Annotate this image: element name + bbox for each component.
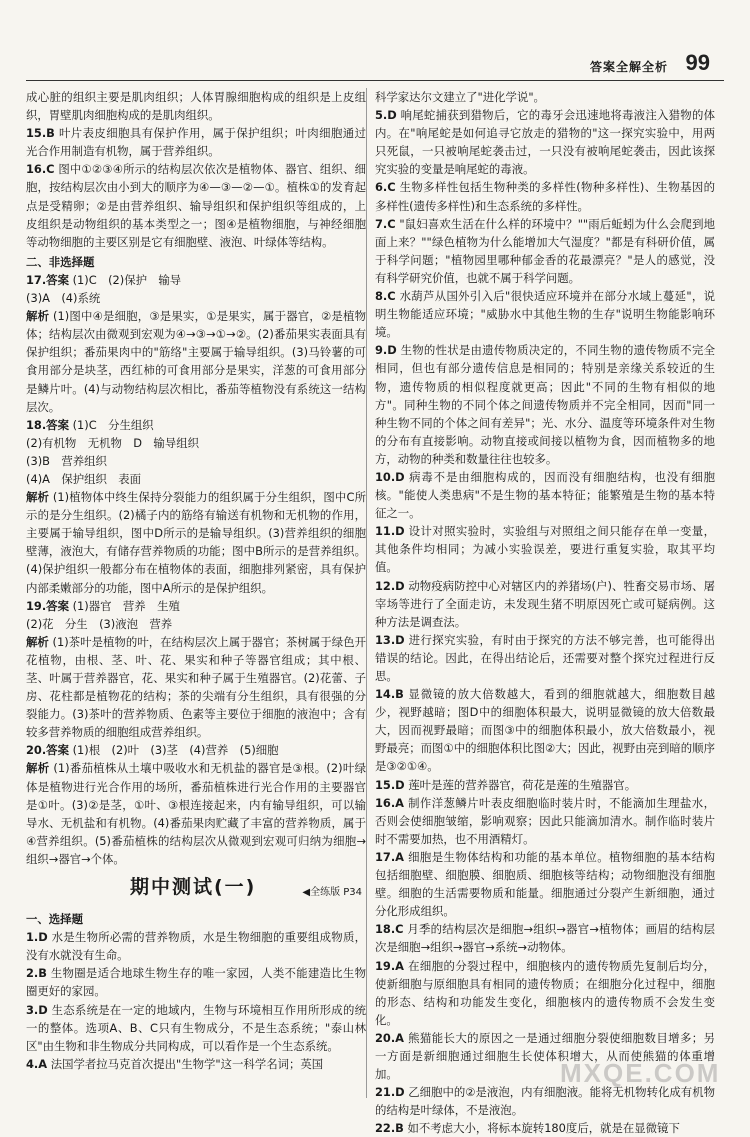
answer-label: 13.D bbox=[375, 632, 405, 647]
answer-label: 9.D bbox=[375, 343, 397, 358]
answer-text: (2)有机物 无机物 D 输导组织 bbox=[26, 435, 199, 450]
answer-item bbox=[26, 928, 366, 964]
section-heading: 一、选择题 bbox=[26, 912, 83, 927]
answer-label: 3.D bbox=[26, 1002, 48, 1017]
answer-text: (1)C (2)保护 输导 bbox=[72, 272, 182, 287]
answer-item bbox=[375, 776, 715, 794]
answer-label: 解析 bbox=[26, 490, 50, 505]
answer-text: 月季的结构层次是细胞→组织→器官→植物体；画眉的结构层次是细胞→组织→器官→系统→动物体。 bbox=[375, 922, 715, 955]
answer-item bbox=[375, 577, 715, 631]
exam-reference: ◀全练版 P34 bbox=[302, 887, 362, 899]
answer-label: 21.D bbox=[375, 1085, 405, 1100]
answer-text: (1)图中④是细胞，③是果实，①是果实，属于器官，②是植物体；结构层次由微观到宏观为④→③→①→②。(2)番茄果实表面具有保护组织；番茄果肉中的"筋络"主要属于输导组织。(3)马铃薯的可食用部分是块茎，西红柿的可食用部分是果实，洋葱的可食用部分是鳞片叶。(4)与动物结构层次相比，番茄等植物没有系统这一结构层次。 bbox=[26, 309, 366, 414]
answer-text: (1)番茄植株从土壤中吸收水和无机盐的器官是③根。(2)叶绿体是植物进行光合作用的场所，番茄植株进行光合作用的主要器官是①叶。(3)②是茎，①叶、③根连接起来，内有输导组织，可以输导水、无机盐和有机物。(4)番茄果肉贮藏了丰富的营养物质，属于④营养组织。(5)番茄植株的结构层次从微观到宏观可归纳为细胞→组织→器官→个体。 bbox=[26, 761, 366, 866]
answer-text: (3)B 营养组织 bbox=[26, 453, 107, 468]
answer-item bbox=[26, 759, 366, 868]
answer-text: 水葫芦从国外引入后"很快适应环境并在部分水域上蔓延"，说明生物能适应环境；"威胁水中其他生物的生存"说明生物能影响环境。 bbox=[375, 289, 715, 340]
answer-item bbox=[26, 741, 366, 759]
answer-label: 18.答案 bbox=[26, 417, 69, 432]
header-rule bbox=[26, 80, 724, 81]
answer-label: 20.答案 bbox=[26, 743, 69, 758]
answer-label: 15.D bbox=[375, 777, 405, 792]
answer-text: (1)根 (2)叶 (3)茎 (4)营养 (5)细胞 bbox=[72, 743, 279, 758]
left-column bbox=[26, 88, 366, 1073]
answer-item bbox=[375, 794, 715, 848]
answer-label: 14.B bbox=[375, 687, 404, 702]
answer-text: 显微镜的放大倍数越大，看到的细胞就越大，细胞数目越少，视野越暗；图D中的细胞体积最大，说明显微镜的放大倍数最大，因而视野最暗；而图③中的细胞体积最小，放大倍数最小，视野最亮；而图①中的细胞体积比图②大；因此，视野由亮到暗的顺序是③②①④。 bbox=[375, 687, 715, 774]
answer-label: 17.答案 bbox=[26, 272, 69, 287]
answer-text: 生态系统是在一定的地域内，生物与环境相互作用所形成的统一的整体。选项A、B、C只有生物成分，不是生态系统；"泰山林区"由生物和非生物成分共同构成，可以看作是一个生态系统。 bbox=[26, 1002, 366, 1053]
answer-text: (4)A 保护组织 表面 bbox=[26, 471, 142, 486]
answer-text: 动物疫病防控中心对辖区内的养猪场(户)、牲畜交易市场、屠宰场等进行了全面走访，未发现生猪不明原因死亡或可疑病例。这种方法是调查法。 bbox=[375, 578, 716, 629]
answer-text: 进行探究实验，有时由于探究的方法不够完善，也可能得出错误的结论。因此，在得出结论后，还需要对整个探究过程进行反思。 bbox=[375, 632, 715, 683]
answer-label: 20.A bbox=[375, 1030, 404, 1045]
answer-label: 7.C bbox=[375, 216, 396, 231]
answer-text: 科学家达尔文建立了"进化学说"。 bbox=[375, 90, 545, 104]
answer-label: 解析 bbox=[26, 309, 50, 324]
page-header bbox=[0, 0, 750, 88]
answer-label: 4.A bbox=[26, 1056, 48, 1071]
answer-label: 19.A bbox=[375, 958, 404, 973]
answer-label: 10.D bbox=[375, 469, 405, 484]
answer-item bbox=[26, 1001, 366, 1055]
answer-label: 解析 bbox=[26, 761, 50, 776]
answer-text: 生物的性状是由遗传物质决定的，不同生物的遗传物质不完全相同，但也有部分遗传信息是相同的；特别是亲缘关系较近的生物，遗传物质的相似程度就更高；因此"不同的生物有相似的地方"。同种生物的不同个体之间遗传物质并不完全相同，因而"同一种生物不同的个体之间有差异"；光、水分、温度等环境条件对生物的分布有直接影响。动物直接或间接以植物为食，因而植物多的地方，动物的种类和数量往往也较多。 bbox=[375, 343, 715, 466]
header-label: 答案全解全析 bbox=[589, 60, 668, 74]
answer-item bbox=[375, 287, 715, 341]
answer-text: 生物圈是适合地球生物生存的唯一家园，人类不能建造比生物圈更好的家园。 bbox=[26, 966, 366, 999]
answer-item bbox=[375, 178, 715, 214]
answer-text: "鼠妇喜欢生活在什么样的环境中？""雨后蚯蚓为什么会爬到地面上来？""绿色植物为什么能增加大气湿度？"都是有科研价值，属于科学问题；"植物园里哪种郁金香的花最漂亮？"是人的感觉，没有科学研究价值，也就不属于科学问题。 bbox=[375, 216, 715, 285]
right-column bbox=[375, 88, 715, 1137]
answer-item bbox=[375, 920, 715, 956]
answer-item bbox=[375, 631, 715, 685]
answer-item bbox=[375, 106, 715, 178]
answer-text: (1)茶叶是植物的叶，在结构层次上属于器官；茶树属于绿色开花植物，由根、茎、叶、花、果实和种子等器官组成；其中根、茎、叶属于营养器官，花、果实和种子属于生殖器官。(2)花蕾、子房、花柱都是植物花的结构；茶的尖端有分生组织，具有很强的分裂能力。(3)茶叶的营养物质、色素等主要位于细胞的液泡中；含有较多营养物质的细胞组成营养组织。 bbox=[26, 634, 366, 740]
answer-text: 成心脏的组织主要是肌肉组织；人体胃腺细胞构成的组织是上皮组织，胃壁肌肉细胞构成的是肌肉组织。 bbox=[26, 90, 366, 123]
answer-text: 在细胞的分裂过程中，细胞核内的遗传物质先复制后均分，使新细胞与原细胞具有相同的遗传物质；在细胞分化过程中，细胞的形态、结构和功能发生变化，细胞核内的遗传物质不会发生变化。 bbox=[375, 958, 715, 1027]
answer-item bbox=[26, 160, 366, 250]
answer-text: 熊猫能长大的原因之一是通过细胞分裂使细胞数目增多；另一方面是新细胞通过细胞生长使体积增大，从而使熊猫的体重增加。 bbox=[375, 1030, 715, 1082]
answer-label: 2.B bbox=[26, 966, 47, 981]
answer-label: 17.A bbox=[375, 849, 404, 864]
answer-text: (1)器官 营养 生殖 bbox=[72, 598, 180, 613]
answer-item bbox=[26, 416, 366, 434]
answer-label: 解析 bbox=[26, 634, 49, 649]
answer-text: 莲叶是莲的营养器官，荷花是莲的生殖器官。 bbox=[408, 777, 637, 792]
answer-text: 叶片表皮细胞具有保护作用，属于保护组织；叶肉细胞通过光合作用制造有机物，属于营养组织。 bbox=[26, 126, 366, 159]
answer-label: 18.C bbox=[375, 922, 404, 937]
answer-label: 8.C bbox=[375, 289, 396, 304]
answer-item bbox=[26, 271, 366, 289]
answer-text: 法国学者拉马克首次提出"生物学"这一科学名词；英国 bbox=[50, 1056, 324, 1071]
answer-label: 6.C bbox=[375, 180, 396, 195]
answer-item bbox=[26, 964, 366, 1000]
column-divider bbox=[366, 88, 367, 1098]
answer-item bbox=[26, 1055, 366, 1073]
exam-title-row bbox=[26, 876, 366, 906]
page-number: 99 bbox=[685, 50, 710, 75]
answer-item bbox=[375, 848, 715, 920]
answer-label: 16.A bbox=[375, 795, 404, 810]
answer-label: 11.D bbox=[375, 524, 405, 539]
answer-item bbox=[375, 685, 715, 775]
exam-title: 期中测试(一) bbox=[130, 876, 257, 899]
answer-text: 制作洋葱鳞片叶表皮细胞临时装片时，不能滴加生理盐水，否则会使细胞皱缩，影响观察；因此只能滴加清水。制作临时装片时不需要加热，也不用酒精灯。 bbox=[375, 795, 715, 846]
answer-text: 生物多样性包括生物种类的多样性(物种多样性)、生物基因的多样性(遗传多样性)和生态系统的多样性。 bbox=[375, 180, 716, 213]
answer-label: 12.D bbox=[375, 578, 405, 593]
answer-item bbox=[26, 488, 366, 597]
answer-text: (1)C 分生组织 bbox=[72, 417, 154, 432]
watermark: MXQE.COM bbox=[560, 1058, 721, 1088]
answer-text: 乙细胞中的②是液泡，内有细胞液。能将无机物转化成有机物的结构是叶绿体，不是液泡。 bbox=[375, 1085, 715, 1118]
answer-label: 16.C bbox=[26, 162, 55, 177]
answer-item bbox=[375, 1119, 715, 1137]
answer-item bbox=[375, 341, 715, 468]
answer-item bbox=[26, 124, 366, 160]
answer-item bbox=[375, 215, 715, 287]
answer-label: 15.B bbox=[26, 126, 55, 141]
answer-item bbox=[26, 633, 366, 742]
answer-label: 22.B bbox=[375, 1121, 404, 1136]
answer-text: (1)植物体中终生保持分裂能力的组织属于分生组织，图中C所示的是分生组织。(2)橘子内的筋络有输送有机物和无机物的作用，主要属于输导组织，图中D所示的是输导组织。(3)营养组织的细胞壁薄，液泡大，有储存营养物质的功能；图中B所示的是营养组织。(4)保护组织一般都分布在植物体的表面，细胞排列紧密，具有保护内部柔嫩部分的功能，图中A所示的是保护组织。 bbox=[26, 490, 366, 595]
answer-text: 水是生物所必需的营养物质，水是生物细胞的重要组成物质，没有水就没有生命。 bbox=[26, 930, 366, 963]
answer-text: (2)花 分生 (3)液泡 营养 bbox=[26, 616, 173, 631]
answer-text: 响尾蛇捕获到猎物后，它的毒牙会迅速地将毒液注入猎物的体内。在"响尾蛇是如何追寻它放走的猎物的"这一探究实验中，用两只死鼠，一只被响尾蛇袭击过，一只没有被响尾蛇袭击，因此该探究实验的变量是响尾蛇的毒液。 bbox=[375, 108, 715, 177]
answer-text: (3)A (4)系统 bbox=[26, 291, 101, 306]
answer-text: 设计对照实验时，实验组与对照组之间只能存在单一变量，其他条件均相同；为减小实验误差，要进行重复实验，取其平均值。 bbox=[375, 524, 715, 575]
answer-label: 1.D bbox=[26, 930, 48, 945]
answer-item bbox=[375, 957, 715, 1029]
answer-text: 细胞是生物体结构和功能的基本单位。植物细胞的基本结构包括细胞壁、细胞膜、细胞质、细胞核等结构；动物细胞没有细胞壁。细胞的生活需要物质和能量。细胞通过分裂产生新细胞，通过分化形成组织。 bbox=[375, 849, 715, 919]
answer-item bbox=[375, 522, 715, 576]
answer-label: 5.D bbox=[375, 108, 397, 123]
answer-item bbox=[26, 597, 366, 615]
section-heading: 二、非选择题 bbox=[26, 254, 95, 269]
answer-text: 图中①②③④所示的结构层次依次是植物体、器官、组织、细胞，按结构层次由小到大的顺序为④—③—②—①。植株①的发育起点是受精卵；②是由营养组织、输导组织和保护组织等组成的，上皮组织是动物组织的基本类型之一；图④是植物细胞，与神经细胞等动物细胞的主要区别是它有细胞壁、液泡、叶绿体等结构。 bbox=[26, 162, 366, 249]
answer-item bbox=[375, 468, 715, 522]
answer-text: 病毒不是由细胞构成的，因而没有细胞结构，也没有细胞核。"能使人类患病"不是生物的基本特征；能繁殖是生物的基本特征之一。 bbox=[375, 469, 715, 521]
answer-text: 如不考虑大小，将标本旋转180度后，就是在显微镜下 bbox=[407, 1121, 680, 1136]
answer-item bbox=[26, 307, 366, 416]
answer-label: 19.答案 bbox=[26, 598, 69, 613]
